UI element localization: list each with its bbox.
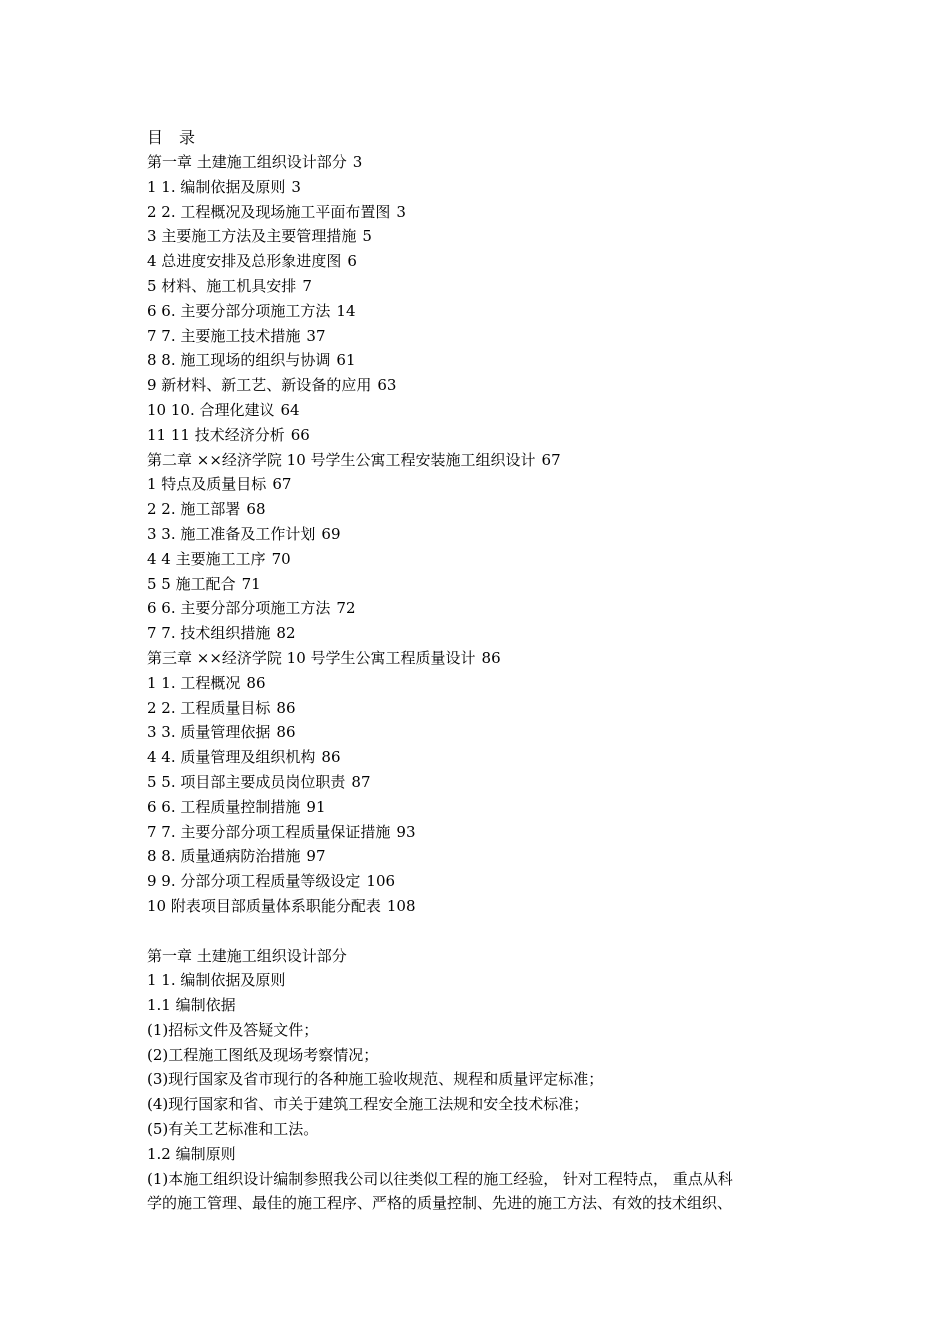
toc-entry-page: 68 <box>246 500 266 519</box>
toc-entry-page: 66 <box>290 425 310 444</box>
paragraph-line: 学的施工管理、最佳的施工程序、严格的质量控制、先进的施工方法、有效的技术组织、 <box>147 1194 733 1213</box>
basis-item: (3)现行国家及省市现行的各种施工验收规范、规程和质量评定标准； <box>147 1070 604 1089</box>
toc-entry[interactable] <box>147 175 817 200</box>
toc-entry[interactable] <box>147 522 817 547</box>
section-heading: 1 1. 编制依据及原则 <box>147 971 286 990</box>
toc-entry-page: 86 <box>321 748 341 767</box>
toc-entry[interactable] <box>147 200 817 225</box>
toc-entry[interactable] <box>147 844 817 869</box>
toc-entry-text: 4 4. 质量管理及组织机构 <box>147 748 316 767</box>
toc-entry-page: 7 <box>302 276 312 295</box>
toc-list <box>147 150 817 919</box>
toc-entry-page: 86 <box>246 673 266 692</box>
toc-entry-text: 6 6. 主要分部分项施工方法 <box>147 599 331 618</box>
toc-entry-text: 2 2. 工程概况及现场施工平面布置图 <box>147 202 391 221</box>
toc-entry-text: 7 7. 主要施工技术措施 <box>147 326 301 345</box>
toc-entry-page: 108 <box>386 896 416 915</box>
toc-entry-text: 1 1. 编制依据及原则 <box>147 177 286 196</box>
toc-entry[interactable] <box>147 472 817 497</box>
toc-entry[interactable] <box>147 224 817 249</box>
toc-entry-page: 67 <box>272 475 292 494</box>
toc-entry-text: 6 6. 主要分部分项施工方法 <box>147 301 331 320</box>
subsection-heading: 1.1 编制依据 <box>147 996 236 1015</box>
toc-entry[interactable] <box>147 448 817 473</box>
body-content <box>147 944 817 1217</box>
basis-item: (5)有关工艺标准和工法。 <box>147 1120 319 1139</box>
toc-entry-page: 63 <box>377 376 397 395</box>
chapter-heading: 第一章 土建施工组织设计部分 <box>147 946 347 965</box>
toc-entry-text: 2 2. 施工部署 <box>147 500 241 519</box>
toc-entry-page: 87 <box>351 772 371 791</box>
toc-entry[interactable] <box>147 770 817 795</box>
paragraph-line: (1)本施工组织设计编制参照我公司以往类似工程的施工经验， 针对工程特点， 重点从科 <box>147 1169 733 1188</box>
toc-entry-text: 1 1. 工程概况 <box>147 673 241 692</box>
toc-entry[interactable] <box>147 497 817 522</box>
toc-entry-text: 3 主要施工方法及主要管理措施 <box>147 227 357 246</box>
toc-entry-page: 64 <box>280 400 300 419</box>
subsection-heading: 1.2 编制原则 <box>147 1144 236 1163</box>
document-page <box>147 125 817 1216</box>
toc-entry-page: 97 <box>306 847 326 866</box>
spacer <box>147 919 817 944</box>
toc-entry-text: 第三章 ××经济学院 10 号学生公寓工程质量设计 <box>147 648 476 667</box>
toc-entry[interactable] <box>147 820 817 845</box>
toc-entry[interactable] <box>147 795 817 820</box>
toc-entry-page: 6 <box>347 252 357 271</box>
toc-entry-text: 1 特点及质量目标 <box>147 475 267 494</box>
toc-entry[interactable] <box>147 671 817 696</box>
toc-entry-text: 5 材料、施工机具安排 <box>147 276 297 295</box>
toc-entry[interactable] <box>147 547 817 572</box>
toc-entry-text: 3 3. 质量管理依据 <box>147 723 271 742</box>
toc-entry-page: 5 <box>362 227 372 246</box>
toc-entry-page: 82 <box>276 624 296 643</box>
toc-entry-page: 3 <box>396 202 406 221</box>
toc-entry-text: 10 10. 合理化建议 <box>147 400 275 419</box>
toc-entry[interactable] <box>147 621 817 646</box>
toc-entry-text: 4 4 主要施工工序 <box>147 549 266 568</box>
toc-entry-page: 37 <box>306 326 326 345</box>
toc-entry[interactable] <box>147 348 817 373</box>
toc-entry[interactable] <box>147 324 817 349</box>
toc-entry-page: 86 <box>276 723 296 742</box>
toc-title: 目 录 <box>147 128 196 147</box>
toc-entry-text: 第二章 ××经济学院 10 号学生公寓工程安装施工组织设计 <box>147 450 536 469</box>
toc-entry-page: 91 <box>306 797 326 816</box>
toc-entry-page: 14 <box>336 301 356 320</box>
toc-entry[interactable] <box>147 869 817 894</box>
toc-entry[interactable] <box>147 274 817 299</box>
toc-entry[interactable] <box>147 373 817 398</box>
toc-entry-page: 106 <box>366 872 396 891</box>
toc-entry-text: 8 8. 质量通病防治措施 <box>147 847 301 866</box>
toc-entry[interactable] <box>147 398 817 423</box>
basis-item: (4)现行国家和省、市关于建筑工程安全施工法规和安全技术标准； <box>147 1095 589 1114</box>
toc-entry-page: 61 <box>336 351 356 370</box>
toc-entry-text: 5 5 施工配合 <box>147 574 236 593</box>
toc-entry-page: 71 <box>241 574 261 593</box>
toc-entry[interactable] <box>147 696 817 721</box>
toc-entry-page: 70 <box>271 549 291 568</box>
toc-entry-page: 67 <box>541 450 561 469</box>
toc-entry-text: 4 总进度安排及总形象进度图 <box>147 252 342 271</box>
toc-entry-page: 86 <box>276 698 296 717</box>
basis-item: (2)工程施工图纸及现场考察情况； <box>147 1045 379 1064</box>
toc-entry-text: 6 6. 工程质量控制措施 <box>147 797 301 816</box>
toc-entry[interactable] <box>147 720 817 745</box>
toc-entry[interactable] <box>147 646 817 671</box>
toc-entry-text: 5 5. 项目部主要成员岗位职责 <box>147 772 346 791</box>
toc-entry-text: 3 3. 施工准备及工作计划 <box>147 524 316 543</box>
toc-entry-text: 10 附表项目部质量体系职能分配表 <box>147 896 381 915</box>
toc-entry-text: 11 11 技术经济分析 <box>147 425 285 444</box>
toc-entry-text: 2 2. 工程质量目标 <box>147 698 271 717</box>
toc-entry[interactable] <box>147 572 817 597</box>
toc-entry-text: 8 8. 施工现场的组织与协调 <box>147 351 331 370</box>
toc-entry-text: 7 7. 技术组织措施 <box>147 624 271 643</box>
toc-entry-text: 9 新材料、新工艺、新设备的应用 <box>147 376 372 395</box>
toc-entry-page: 3 <box>291 177 301 196</box>
toc-entry-page: 3 <box>352 153 363 171</box>
toc-entry-text: 9 9. 分部分项工程质量等级设定 <box>147 872 361 891</box>
toc-entry-text: 7 7. 主要分部分项工程质量保证措施 <box>147 822 391 841</box>
toc-entry[interactable] <box>147 423 817 448</box>
toc-entry[interactable] <box>147 596 817 621</box>
toc-entry[interactable] <box>147 894 817 919</box>
toc-entry[interactable] <box>147 299 817 324</box>
toc-entry-text: 第一章 土建施工组织设计部分 <box>147 153 347 171</box>
toc-entry-page: 93 <box>396 822 416 841</box>
toc-entry[interactable] <box>147 745 817 770</box>
toc-entry-page: 69 <box>321 524 341 543</box>
basis-item: (1)招标文件及答疑文件； <box>147 1020 319 1039</box>
toc-entry-page: 72 <box>336 599 356 618</box>
toc-entry-page: 86 <box>481 648 501 667</box>
toc-entry[interactable] <box>147 249 817 274</box>
toc-entry[interactable] <box>147 150 817 175</box>
